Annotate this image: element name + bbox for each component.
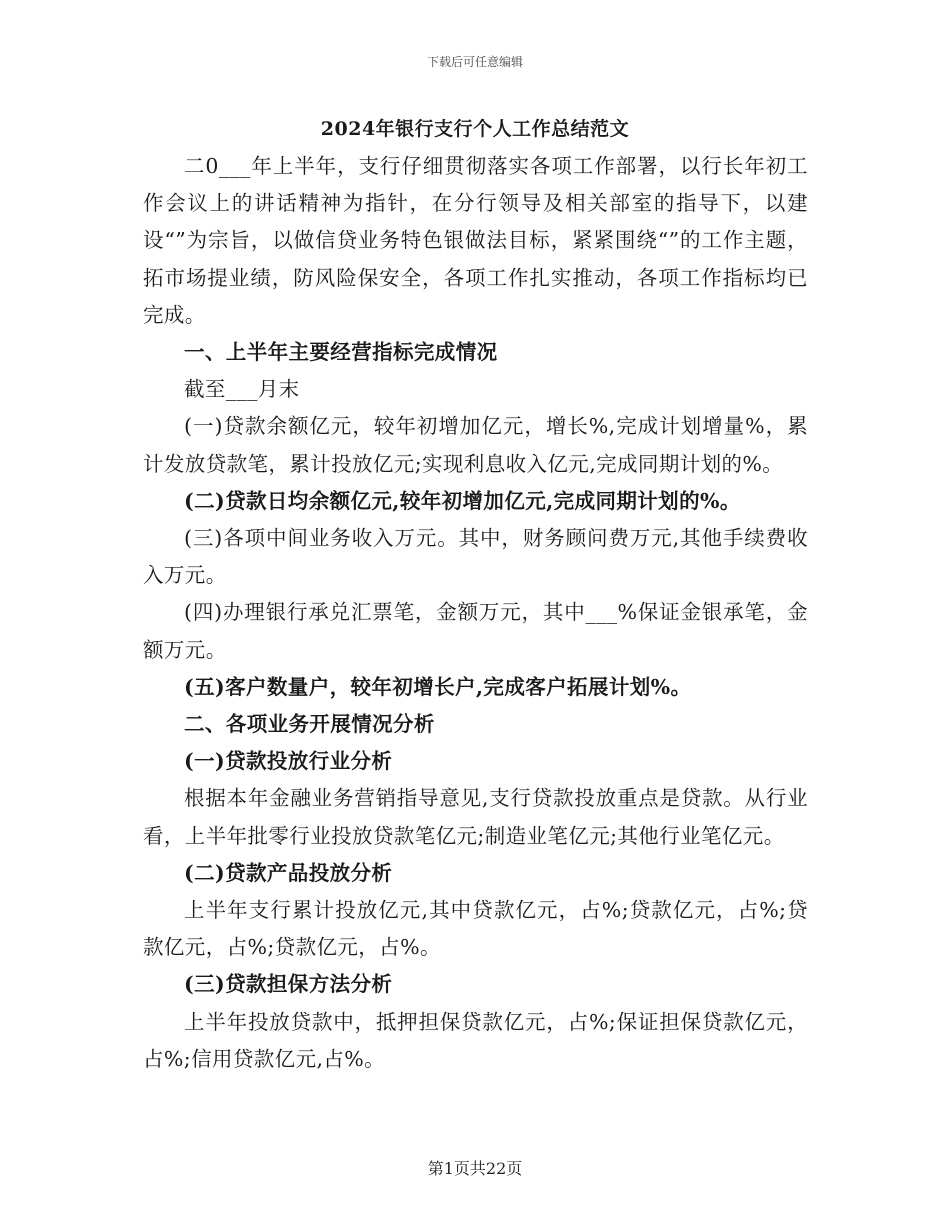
paragraph-customer-count: (五)客户数量户，较年初增长户,完成客户拓展计划%。	[184, 674, 692, 699]
subheading-product: (二)贷款产品投放分析	[184, 860, 393, 885]
paragraph-intermediate-income: (三)各项中间业务收入万元。其中，财务顾问费万元,其他手续费收入万元。	[143, 526, 808, 588]
paragraph-guarantee: 上半年投放贷款中，抵押担保贷款亿元，占%;保证担保贷款亿元，占%;信用贷款亿元,占%。	[143, 1009, 808, 1071]
subheading-guarantee: (三)贷款担保方法分析	[184, 972, 393, 997]
page-number: 第1页共22页	[427, 1159, 523, 1178]
section-heading-1: 一、上半年主要经营指标完成情况	[184, 340, 498, 365]
paragraph-loan-balance: (一)贷款余额亿元，较年初增加亿元，增长%,完成计划增量%，累计发放贷款笔，累计投放亿元;实现利息收入亿元,完成同期计划的%。	[143, 414, 808, 476]
paragraph-product: 上半年支行累计投放亿元,其中贷款亿元，占%;贷款亿元，占%;贷款亿元，占%;贷款亿元，占%。	[143, 898, 808, 960]
paragraph-daily-average: (二)贷款日均余额亿元,较年初增加亿元,完成同期计划的%。	[184, 488, 741, 513]
paragraph-intro: 二0___年上半年，支行仔细贯彻落实各项工作部署，以行长年初工作会议上的讲话精神为指针，在分行领导及相关部室的指导下，以建设“”为宗旨，以做信贷业务特色银做法目标，紧紧围绕“”的工作主题，拓市场提业绩，防风险保安全，各项工作扎实推动，各项工作指标均已完成。	[143, 154, 808, 327]
paragraph-industry: 根据本年金融业务营销指导意见,支行贷款投放重点是贷款。从行业看，上半年批零行业投放贷款笔亿元;制造业笔亿元;其他行业笔亿元。	[143, 786, 808, 848]
subheading-industry: (一)贷款投放行业分析	[184, 749, 393, 774]
paragraph-as-of: 截至___月末	[184, 377, 300, 402]
paragraph-acceptance-bills: (四)办理银行承兑汇票笔，金额万元，其中___%保证金银承笔，金额万元。	[143, 600, 808, 662]
document-body	[143, 148, 808, 1078]
document-title: 2024年银行支行个人工作总结范文	[320, 118, 630, 140]
section-heading-2: 二、各项业务开展情况分析	[184, 712, 435, 737]
page-header-note: 下载后可任意编辑	[426, 55, 523, 69]
